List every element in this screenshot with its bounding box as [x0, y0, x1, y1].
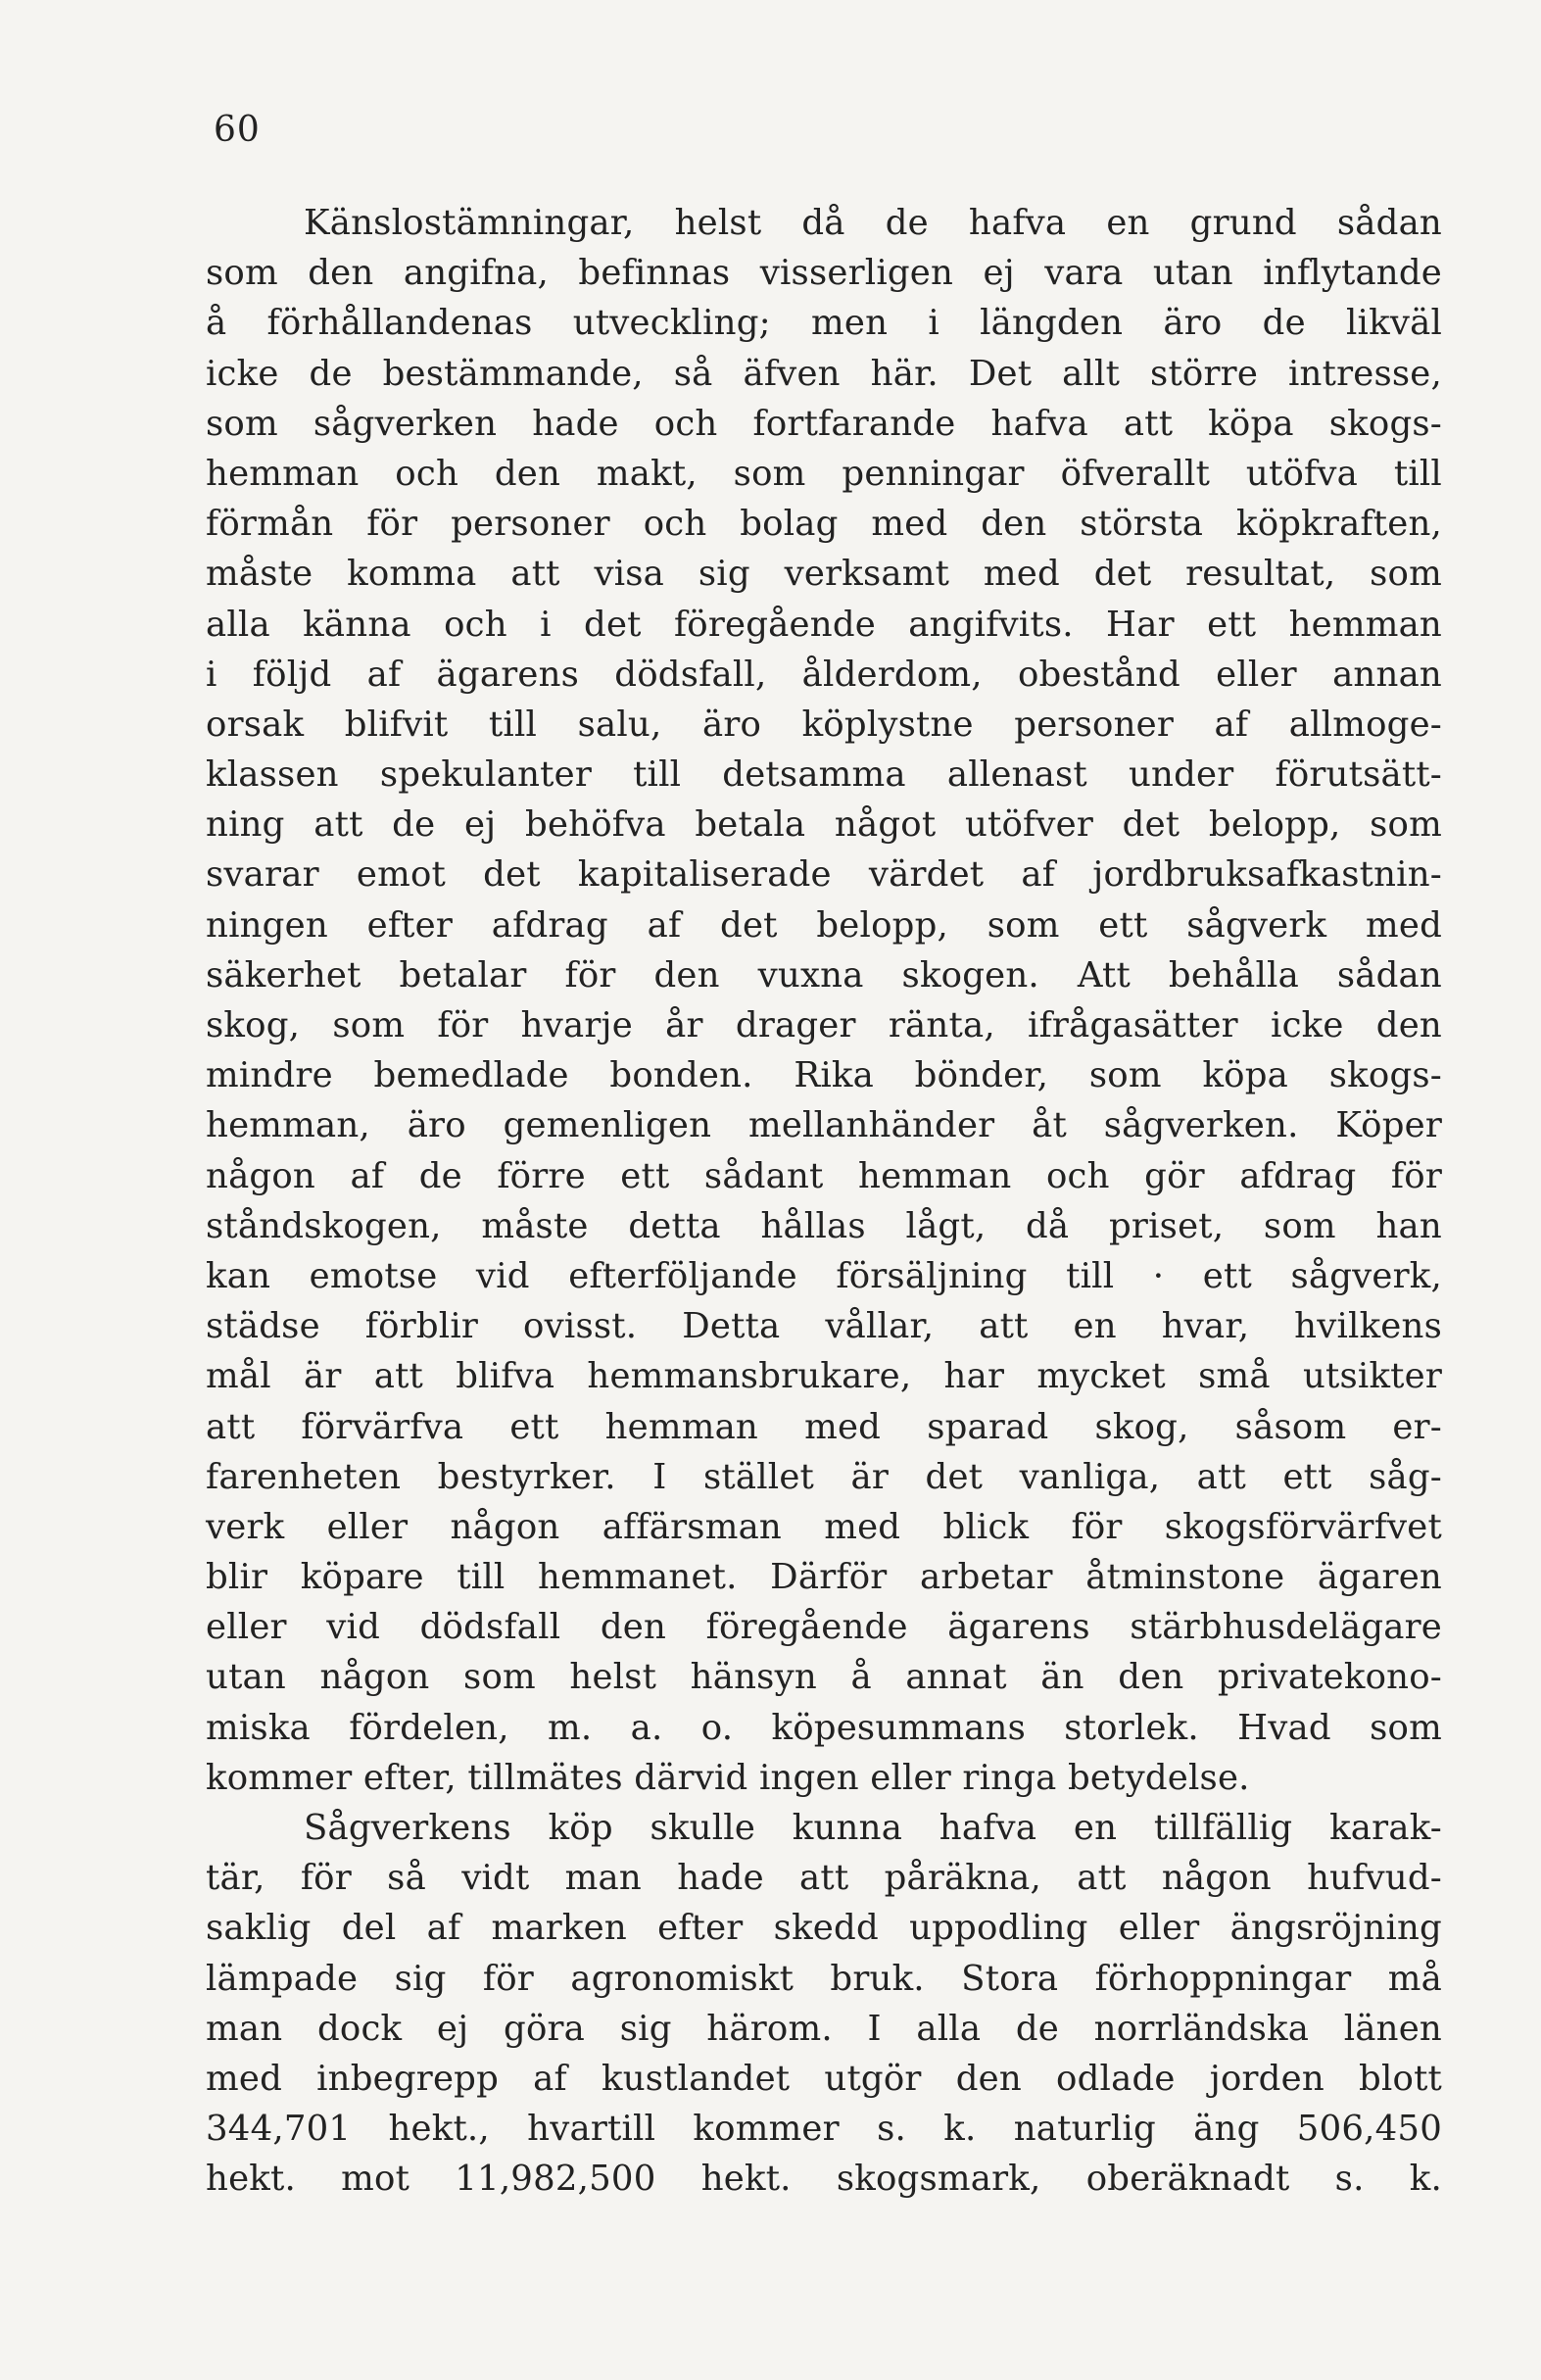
text-line: hemman, äro gemenligen mellanhänder åt sågverken. Köper	[206, 1105, 1442, 1146]
page-number: 60	[214, 110, 261, 150]
text-line: mål är att blifva hemmansbrukare, har mycket små utsikter	[206, 1356, 1442, 1397]
text-line: eller vid dödsfall den föregående ägarens stärbhusdelägare	[206, 1607, 1442, 1648]
text-line: svarar emot det kapitaliserade värdet af jordbruksafkastnin-	[206, 854, 1442, 896]
text-line: ning att de ej behöfva betala något utöfver det belopp, som	[206, 804, 1442, 846]
text-line: farenheten bestyrker. I stället är det vanliga, att ett såg-	[206, 1456, 1442, 1497]
text-line: saklig del af marken efter skedd uppodling eller ängsröjning	[206, 1908, 1442, 1949]
text-line: klassen spekulanter till detsamma allenast under förutsätt-	[206, 754, 1442, 796]
text-line: mindre bemedlade bonden. Rika bönder, som köpa skogs-	[206, 1055, 1442, 1096]
text-line: Sågverkens köp skulle kunna hafva en tillfällig karak-	[304, 1808, 1442, 1848]
text-line: som sågverken hade och fortfarande hafva att köpa skogs-	[206, 403, 1442, 444]
text-line: hekt. mot 11,982,500 hekt. skogsmark, oberäknadt s. k.	[206, 2159, 1442, 2200]
text-line: blir köpare till hemmanet. Därför arbetar åtminstone ägaren	[206, 1557, 1442, 1598]
text-line: någon af de förre ett sådant hemman och gör afdrag för	[206, 1155, 1442, 1196]
text-line: verk eller någon affärsman med blick för skogsförvärfvet	[206, 1506, 1442, 1547]
text-line: som den angifna, befinnas visserligen ej vara utan inflytande	[206, 253, 1442, 294]
text-line: kommer efter, tillmätes därvid ingen eller ringa betydelse.	[206, 1757, 1250, 1798]
text-line: skog, som för hvarje år drager ränta, ifrågasätter icke den	[206, 1005, 1442, 1045]
text-line: icke de bestämmande, så äfven här. Det allt större intresse,	[206, 353, 1442, 394]
text-line: tär, för så vidt man hade att påräkna, att någon hufvud-	[206, 1858, 1442, 1899]
text-line: Känslostämningar, helst då de hafva en grund sådan	[304, 203, 1442, 243]
text-line: ningen efter afdrag af det belopp, som ett sågverk med	[206, 904, 1442, 946]
text-line: kan emotse vid efterföljande försäljning till · ett sågverk,	[206, 1255, 1442, 1296]
text-line: lämpade sig för agronomiskt bruk. Stora förhoppningar må	[206, 1958, 1442, 1999]
text-line: städse förblir ovisst. Detta vållar, att en hvar, hvilkens	[206, 1306, 1442, 1347]
text-line: säkerhet betalar för den vuxna skogen. Att behålla sådan	[206, 954, 1442, 996]
text-line: förmån för personer och bolag med den största köpkraften,	[206, 504, 1442, 545]
text-line: att förvärfva ett hemman med sparad skog, såsom er-	[206, 1406, 1442, 1447]
text-line: miska fördelen, m. a. o. köpesummans storlek. Hvad som	[206, 1707, 1442, 1748]
text-line: hemman och den makt, som penningar öfverallt utöfva till	[206, 453, 1442, 494]
text-line: i följd af ägarens dödsfall, ålderdom, obestånd eller annan	[206, 654, 1442, 695]
text-line: å förhållandenas utveckling; men i längden äro de likväl	[206, 303, 1442, 344]
text-line: med inbegrepp af kustlandet utgör den odlade jorden blott	[206, 2058, 1442, 2099]
text-line: orsak blifvit till salu, äro köplystne personer af allmoge-	[206, 704, 1442, 745]
text-line: alla känna och i det föregående angifvits. Har ett hemman	[206, 604, 1442, 645]
body-text	[206, 198, 1442, 2205]
text-line: man dock ej göra sig härom. I alla de norrländska länen	[206, 2008, 1442, 2049]
text-line: ståndskogen, måste detta hållas lågt, då priset, som han	[206, 1205, 1442, 1246]
text-line: 344,701 hekt., hvartill kommer s. k. naturlig äng 506,450	[206, 2109, 1442, 2150]
text-line: måste komma att visa sig verksamt med det resultat, som	[206, 554, 1442, 595]
text-line: utan någon som helst hänsyn å annat än den privatekono-	[206, 1657, 1442, 1698]
